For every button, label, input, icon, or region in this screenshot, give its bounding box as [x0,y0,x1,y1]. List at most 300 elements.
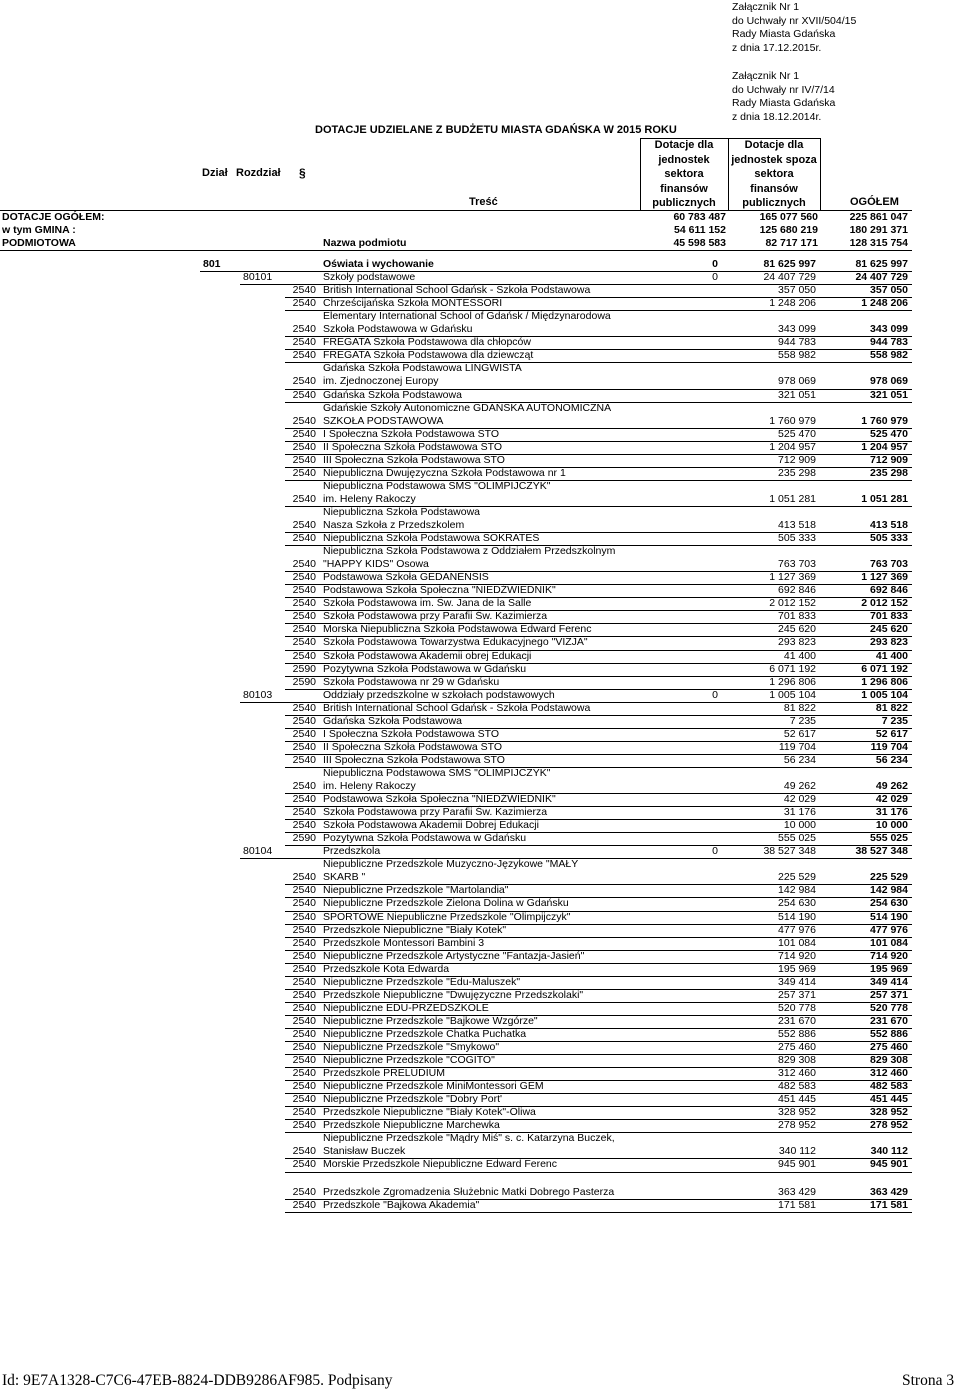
row-description-line: Niepubliczna Podstawowa SMS "OLIMPIJCZYK" [323,479,551,492]
row-description-line: SPORTOWE Niepubliczne Przedszkole "Olimpijczyk" [323,910,571,923]
table-row [0,1119,960,1132]
table-row [0,924,960,937]
row-value-total: 235 298 [870,466,908,479]
row-description-line: Niepubliczna Podstawowa SMS "OLIMPIJCZYK" [323,766,551,779]
row-paragraph-code: 2540 [292,910,316,923]
row-paragraph-code: 2540 [292,753,316,766]
row-value-nonpublic: 525 470 [778,427,816,440]
row-value-nonpublic: 49 262 [783,779,816,792]
header-col2 [728,138,820,211]
row-value-nonpublic: 2 012 152 [769,597,816,610]
summary-column-caption: Nazwa podmiotu [323,237,407,249]
row-paragraph-code: 2540 [292,923,316,936]
row-paragraph-code: 2540 [292,1027,316,1040]
row-value-nonpublic: 555 025 [778,832,816,845]
row-value-nonpublic: 42 029 [783,793,816,806]
row-description-line: Niepubliczna Szkoła Podstawowa [323,505,481,518]
row-value-nonpublic: 363 429 [778,1185,816,1198]
row-description-line: British International School Gdańsk - Szkoła Podstawowa [323,701,591,714]
annex-current-line: Załącznik Nr 1 [732,1,800,13]
annex-current-line: z dnia 17.12.2015r. [732,41,822,54]
row-value-nonpublic: 340 112 [778,1145,816,1158]
row-value-nonpublic: 692 846 [778,584,816,597]
row-description-line: SKARB " [323,871,366,884]
summary-value-total: 128 315 754 [849,237,908,249]
row-value-total: 829 308 [870,1054,908,1067]
row-value-total: 482 583 [870,1080,908,1093]
row-paragraph-code: 2540 [292,988,316,1001]
row-value-total: 349 414 [870,975,908,988]
row-value-total: 520 778 [870,1001,908,1014]
row-value-nonpublic: 477 976 [778,923,816,936]
row-description-line: Morskie Przedszkole Niepubliczne Edward Ferenc [323,1158,558,1171]
annex-current [732,1,856,55]
row-value-total: 763 703 [870,558,908,571]
table-row [0,310,960,336]
row-value-total: 1 248 206 [861,297,908,310]
summary-value-nonpublic: 125 680 219 [759,224,818,236]
row-description-line: Przedszkole Kota Edwarda [323,962,450,975]
row-description-line: Niepubliczne Przedszkole "Mądry Miś" s. c. Katarzyna Buczek, [323,1132,615,1145]
row-description-line: I Społeczna Szkoła Podstawowa STO [323,427,500,440]
row-paragraph-code: 2540 [292,558,316,571]
table-row [0,976,960,989]
row-description-line: Gdańska Szkoła Podstawowa [323,388,462,401]
table-row [0,741,960,754]
row-value-total: 505 333 [870,532,908,545]
table-row [0,911,960,924]
row-value-public: 0 [712,258,718,270]
row-value-total: 552 886 [870,1027,908,1040]
row-paragraph-code: 2540 [292,871,316,884]
row-value-nonpublic: 1 005 104 [769,688,816,701]
row-value-total: 293 823 [870,636,908,649]
summary-label: w tym GMINA : [2,224,76,236]
row-value-total: 2 012 152 [861,597,908,610]
row-value-total: 275 460 [870,1041,908,1053]
row-description-line: "HAPPY KIDS" Osowa [323,558,429,571]
row-rozdzial: 80103 [243,688,273,701]
row-rozdzial: 80104 [243,845,273,858]
row-description-line: Przedszkole Montessori Bambini 3 [323,936,485,949]
row-value-total: 945 901 [870,1158,908,1171]
row-value-nonpublic: 278 952 [778,1119,816,1132]
row-description-line: Szkoła Podstawowa Towarzystwa Edukacyjnego "VIZJA" [323,636,588,649]
row-value-nonpublic: 225 529 [778,871,816,884]
row-description-line: Przedszkole Niepubliczne "Biały Kotek" [323,923,507,936]
annex-previous-line: Załącznik Nr 1 [732,70,800,82]
row-description-line: Przedszkole PRELUDIUM [323,1067,445,1080]
row-description-line: Niepubliczne Przedszkole Artystyczne "Fantazja-Jasień" [323,949,585,962]
table-row [0,480,960,506]
footer-document-id: Id: 9E7A1328-C7C6-47EB-8824-DDB9286AF985. Podpisany [2,1372,393,1389]
row-description-line: II Społeczna Szkoła Podstawowa STO [323,440,502,453]
table-row [0,702,960,715]
summary-label: PODMIOTOWA [2,237,76,249]
table-row [0,858,960,884]
row-value-total: 225 529 [870,871,908,884]
table-row [0,428,960,441]
header-dzial: Dział [202,167,228,179]
row-description-line: Niepubliczne Przedszkole "Smykowo" [323,1041,500,1053]
row-paragraph-code: 2540 [292,453,316,466]
row-description-line: im. Zjednoczonej Europy [323,375,439,388]
row-value-public: 0 [712,688,718,701]
row-paragraph-code: 2540 [292,740,316,753]
header-col2-right-border [820,138,821,210]
table-row [0,1080,960,1093]
row-description-line: Gdańska Szkoła Podstawowa [323,714,462,727]
row-paragraph-code: 2540 [292,936,316,949]
row-paragraph-code: 2540 [292,388,316,401]
summary-value-public: 60 783 487 [673,211,726,223]
row-value-nonpublic: 714 920 [778,949,816,962]
row-paragraph-code: 2540 [292,1119,316,1132]
table-row [0,532,960,545]
row-value-nonpublic: 505 333 [778,532,816,545]
header-col3: OGÓŁEM [850,196,899,208]
row-paragraph-code: 2540 [292,636,316,649]
table-row [0,897,960,910]
row-value-total: 1 296 806 [861,675,908,688]
row-paragraph-code: 2540 [292,975,316,988]
header-paragraph-sign: § [299,166,306,180]
row-value-total: 10 000 [875,819,908,832]
table-row [0,1106,960,1119]
row-value-total: 195 969 [870,962,908,975]
row-paragraph-code: 2540 [292,793,316,806]
row-value-total: 42 029 [875,793,908,806]
row-value-total: 701 833 [870,610,908,623]
row-paragraph-code: 2540 [292,1158,316,1171]
row-description-line: Niepubliczne Przedszkole "Edu-Maluszek" [323,975,521,988]
row-value-total: 692 846 [870,584,908,597]
row-paragraph-code: 2590 [292,832,316,845]
row-paragraph-code: 2540 [292,284,316,297]
row-paragraph-code: 2540 [292,1041,316,1053]
row-paragraph-code: 2540 [292,1145,316,1158]
row-paragraph-code: 2540 [292,1080,316,1093]
row-description-line: Podstawowa Szkoła Społeczna "NIEDŹWIEDNIK" [323,584,556,597]
row-value-total: 6 071 192 [861,662,908,675]
table-row [0,1041,960,1054]
row-description-line: Elementary International School of Gdańsk / Międzynarodowa [323,310,611,323]
row-value-total: 171 581 [870,1198,908,1211]
row-value-nonpublic: 52 617 [783,727,816,740]
row-paragraph-code: 2540 [292,1067,316,1080]
row-value-nonpublic: 413 518 [778,518,816,531]
row-value-nonpublic: 231 670 [778,1014,816,1027]
row-value-total: 477 976 [870,923,908,936]
row-description-line: Przedszkole Zgromadzenia Służebnic Matki Dobrego Pasterza [323,1185,615,1198]
table-row [0,1132,960,1158]
table-row [0,767,960,793]
row-value-nonpublic: 712 909 [778,453,816,466]
row-description-line: Niepubliczne EDU-PRZEDSZKOLE [323,1001,489,1014]
row-description-line: im. Heleny Rakoczy [323,492,416,505]
row-value-nonpublic: 763 703 [778,558,816,571]
row-description-line: Oświata i wychowanie [323,258,434,270]
row-value-nonpublic: 357 050 [778,284,816,297]
document-title: DOTACJE UDZIELANE Z BUDŻETU MIASTA GDAŃSKA W 2015 ROKU [315,124,677,136]
header-col1 [640,138,728,211]
row-description-line: Szkoła Podstawowa Akademii obrej Edukacji [323,649,532,662]
row-divider [285,1212,912,1213]
row-value-total: 363 429 [870,1185,908,1198]
row-value-nonpublic: 24 407 729 [763,271,816,284]
row-description-line: im. Heleny Rakoczy [323,779,416,792]
table-row [0,402,960,428]
row-value-total: 231 670 [870,1014,908,1027]
row-paragraph-code: 2540 [292,1014,316,1027]
table-row [0,1067,960,1080]
table-row [0,545,960,571]
row-value-nonpublic: 7 235 [789,714,816,727]
header-col1-line: Dotacje dla [654,139,714,151]
table-row [0,819,960,832]
row-value-total: 81 625 997 [855,258,908,270]
row-value-total: 278 952 [870,1119,908,1132]
table-row [0,623,960,636]
row-paragraph-code: 2540 [292,897,316,910]
row-paragraph-code: 2540 [292,819,316,832]
row-paragraph-code: 2540 [292,1106,316,1119]
row-description-line: Przedszkole "Bajkowa Akademia" [323,1198,480,1211]
row-description-line: Stanisław Buczek [323,1145,406,1158]
table-row [0,362,960,388]
row-value-nonpublic: 328 952 [778,1106,816,1119]
row-paragraph-code: 2540 [292,949,316,962]
row-paragraph-code: 2540 [292,806,316,819]
row-description-line: Pozytywna Szkoła Podstawowa w Gdańsku [323,662,527,675]
row-description-line: Niepubliczne Przedszkole MiniMontessori GEM [323,1080,544,1093]
row-paragraph-code: 2540 [292,1054,316,1067]
row-description-line: Niepubliczne Przedszkole Chatka Puchatka [323,1027,527,1040]
row-value-total: 52 617 [875,727,908,740]
row-description-line: Podstawowa Szkoła Społeczna "NIEDŹWIEDNIK" [323,793,556,806]
row-value-total: 49 262 [875,779,908,792]
table-row [0,271,960,284]
header-col2-line: finansów [750,182,798,195]
row-rozdzial: 80101 [243,271,273,284]
row-value-total: 101 084 [870,936,908,949]
row-value-nonpublic: 1 248 206 [769,297,816,310]
table-row [0,806,960,819]
row-value-total: 31 176 [875,806,908,819]
row-value-total: 81 822 [875,701,908,714]
row-description-line: Przedszkole Niepubliczne "Dwujęzyczne Przedszkolaki" [323,988,584,1001]
row-value-total: 1 127 369 [861,571,908,584]
row-paragraph-code: 2540 [292,349,316,362]
row-paragraph-code: 2540 [292,323,316,336]
row-value-nonpublic: 945 901 [778,1158,816,1171]
row-value-nonpublic: 552 886 [778,1027,816,1040]
row-value-total: 312 460 [870,1067,908,1080]
row-value-public: 0 [712,845,718,858]
table-row [0,571,960,584]
table-row [0,467,960,480]
table-row [0,389,960,402]
row-value-nonpublic: 451 445 [778,1093,816,1106]
row-value-total: 555 025 [870,832,908,845]
row-value-nonpublic: 81 822 [783,701,816,714]
row-value-nonpublic: 257 371 [778,988,816,1001]
row-value-total: 142 984 [870,884,908,897]
row-value-total: 38 527 348 [855,845,908,858]
row-paragraph-code: 2540 [292,714,316,727]
row-value-nonpublic: 38 527 348 [763,845,816,858]
header-col1-line: sektora [664,168,704,180]
header-col1-line: jednostek [658,153,710,166]
row-value-total: 413 518 [870,518,908,531]
row-paragraph-code: 2540 [292,1185,316,1198]
summary-value-public: 45 598 583 [673,237,726,249]
row-value-total: 944 783 [870,336,908,349]
row-value-total: 119 704 [870,740,908,753]
annex-current-line: Rady Miasta Gdańska [732,28,836,40]
row-value-total: 1 051 281 [861,492,908,505]
row-paragraph-code: 2540 [292,440,316,453]
header-col1-line: finansów [660,182,708,195]
row-value-total: 257 371 [870,988,908,1001]
row-value-nonpublic: 293 823 [778,636,816,649]
table-row [0,1186,960,1199]
row-value-nonpublic: 195 969 [778,962,816,975]
row-paragraph-code: 2540 [292,584,316,597]
row-value-total: 1 204 957 [861,440,908,453]
header-rozdzial: Rozdział [236,167,281,179]
row-paragraph-code: 2540 [292,1198,316,1211]
row-paragraph-code: 2540 [292,1093,316,1106]
row-value-nonpublic: 6 071 192 [769,662,816,675]
row-paragraph-code: 2540 [292,375,316,388]
table-row [0,1028,960,1041]
annex-current-line: do Uchwały nr XVII/504/15 [732,14,857,27]
row-description-line: Nasza Szkoła z Przedszkolem [323,518,465,531]
table-row [0,663,960,676]
row-value-nonpublic: 245 620 [778,623,816,636]
row-paragraph-code: 2590 [292,675,316,688]
row-description-line: Niepubliczna Szkoła Podstawowa SOKRATES [323,532,540,545]
annex-previous-line: Rady Miasta Gdańska [732,97,836,109]
row-value-nonpublic: 829 308 [778,1054,816,1067]
row-paragraph-code: 2540 [292,597,316,610]
row-paragraph-code: 2540 [292,962,316,975]
row-paragraph-code: 2540 [292,610,316,623]
row-description-line: Szkoła Podstawowa Akademii Dobrej Edukacji [323,819,539,832]
row-description-line: Niepubliczne Przedszkole "COGITO" [323,1054,495,1067]
row-dzial: 801 [203,258,221,270]
header-col2-line: jednostek spoza [731,153,817,166]
row-value-nonpublic: 171 581 [778,1198,816,1211]
table-row [0,950,960,963]
row-description-line: Niepubliczne Przedszkole Muzyczno-Językowe "MAŁY [323,858,579,871]
row-paragraph-code: 2540 [292,414,316,427]
row-value-total: 514 190 [870,910,908,923]
header-tresc: Treść [469,196,498,208]
table-row [0,336,960,349]
row-value-nonpublic: 1 760 979 [769,414,816,427]
table-row [0,884,960,897]
row-description-line: Przedszkola [323,845,381,858]
table-row [0,1002,960,1015]
table-row [0,597,960,610]
row-value-total: 1 005 104 [861,688,908,701]
row-value-nonpublic: 1 296 806 [769,675,816,688]
footer-page-number: Strona 3 [902,1372,955,1389]
table-row [0,1158,960,1171]
row-value-nonpublic: 520 778 [778,1001,816,1014]
row-value-nonpublic: 321 051 [778,388,816,401]
row-description-line: III Społeczna Szkoła Podstawowa STO [323,753,505,766]
row-description-line: FREGATA Szkoła Podstawowa dla dziewcząt [323,349,534,362]
annex-previous [732,70,835,124]
row-description-line: SZKOŁA PODSTAWOWA [323,414,444,427]
row-description-line: Niepubliczna Szkoła Podstawowa z Oddziałem Przedszkolnym [323,545,616,558]
summary-value-total: 225 861 047 [849,211,908,223]
row-value-nonpublic: 482 583 [778,1080,816,1093]
table-row [0,1199,960,1212]
row-description-line: II Społeczna Szkoła Podstawowa STO [323,740,502,753]
row-paragraph-code: 2540 [292,336,316,349]
row-paragraph-code: 2540 [292,779,316,792]
annex-previous-line: do Uchwały nr IV/7/14 [732,83,835,96]
row-paragraph-code: 2540 [292,884,316,897]
summary-value-total: 180 291 371 [849,224,908,236]
row-description-line: Niepubliczne Przedszkole "Bajkowe Wzgórze" [323,1014,538,1027]
row-description-line: Pozytywna Szkoła Podstawowa w Gdańsku [323,832,527,845]
row-description-line: Przedszkole Niepubliczne Marchewka [323,1119,500,1132]
row-paragraph-code: 2540 [292,466,316,479]
row-value-nonpublic: 1 127 369 [769,571,816,584]
table-row [0,754,960,767]
row-description-line: Chrześcijańska Szkoła MONTESSORI [323,297,503,310]
row-value-total: 245 620 [870,623,908,636]
row-paragraph-code: 2540 [292,727,316,740]
row-value-total: 340 112 [870,1145,908,1158]
summary-value-nonpublic: 82 717 171 [765,237,818,249]
table-row [0,845,960,858]
row-description-line: Oddziały przedszkolne w szkołach podstawowych [323,688,555,701]
row-paragraph-code: 2540 [292,701,316,714]
row-value-nonpublic: 275 460 [778,1041,816,1053]
row-value-nonpublic: 101 084 [778,936,816,949]
row-value-total: 558 982 [870,349,908,362]
row-value-nonpublic: 312 460 [778,1067,816,1080]
row-value-nonpublic: 142 984 [778,884,816,897]
table-row [0,989,960,1002]
row-value-total: 357 050 [870,284,908,297]
row-description-line: Szkoła Podstawowa nr 29 w Gdańsku [323,675,500,688]
row-value-nonpublic: 1 204 957 [769,440,816,453]
table-row [0,610,960,623]
header-col2-line: publicznych [742,197,806,209]
row-paragraph-code: 2590 [292,662,316,675]
row-description-line: Szkoła Podstawowa im. Św. Jana de la Salle [323,597,532,610]
table-row [0,1054,960,1067]
table-row [0,676,960,689]
row-description-line: Podstawowa Szkoła GEDANENSIS [323,571,489,584]
table-row [0,584,960,597]
row-value-nonpublic: 514 190 [778,910,816,923]
row-description-line: Gdańskie Szkoły Autonomiczne GDAŃSKA AUTONOMICZNA [323,401,612,414]
table-row [0,297,960,310]
row-paragraph-code: 2540 [292,649,316,662]
table-row [0,715,960,728]
row-description-line: Szkoła Podstawowa w Gdańsku [323,323,473,336]
row-value-total: 56 234 [875,753,908,766]
row-description-line: Szkoła Podstawowa przy Parafii Św. Kazimierza [323,806,548,819]
